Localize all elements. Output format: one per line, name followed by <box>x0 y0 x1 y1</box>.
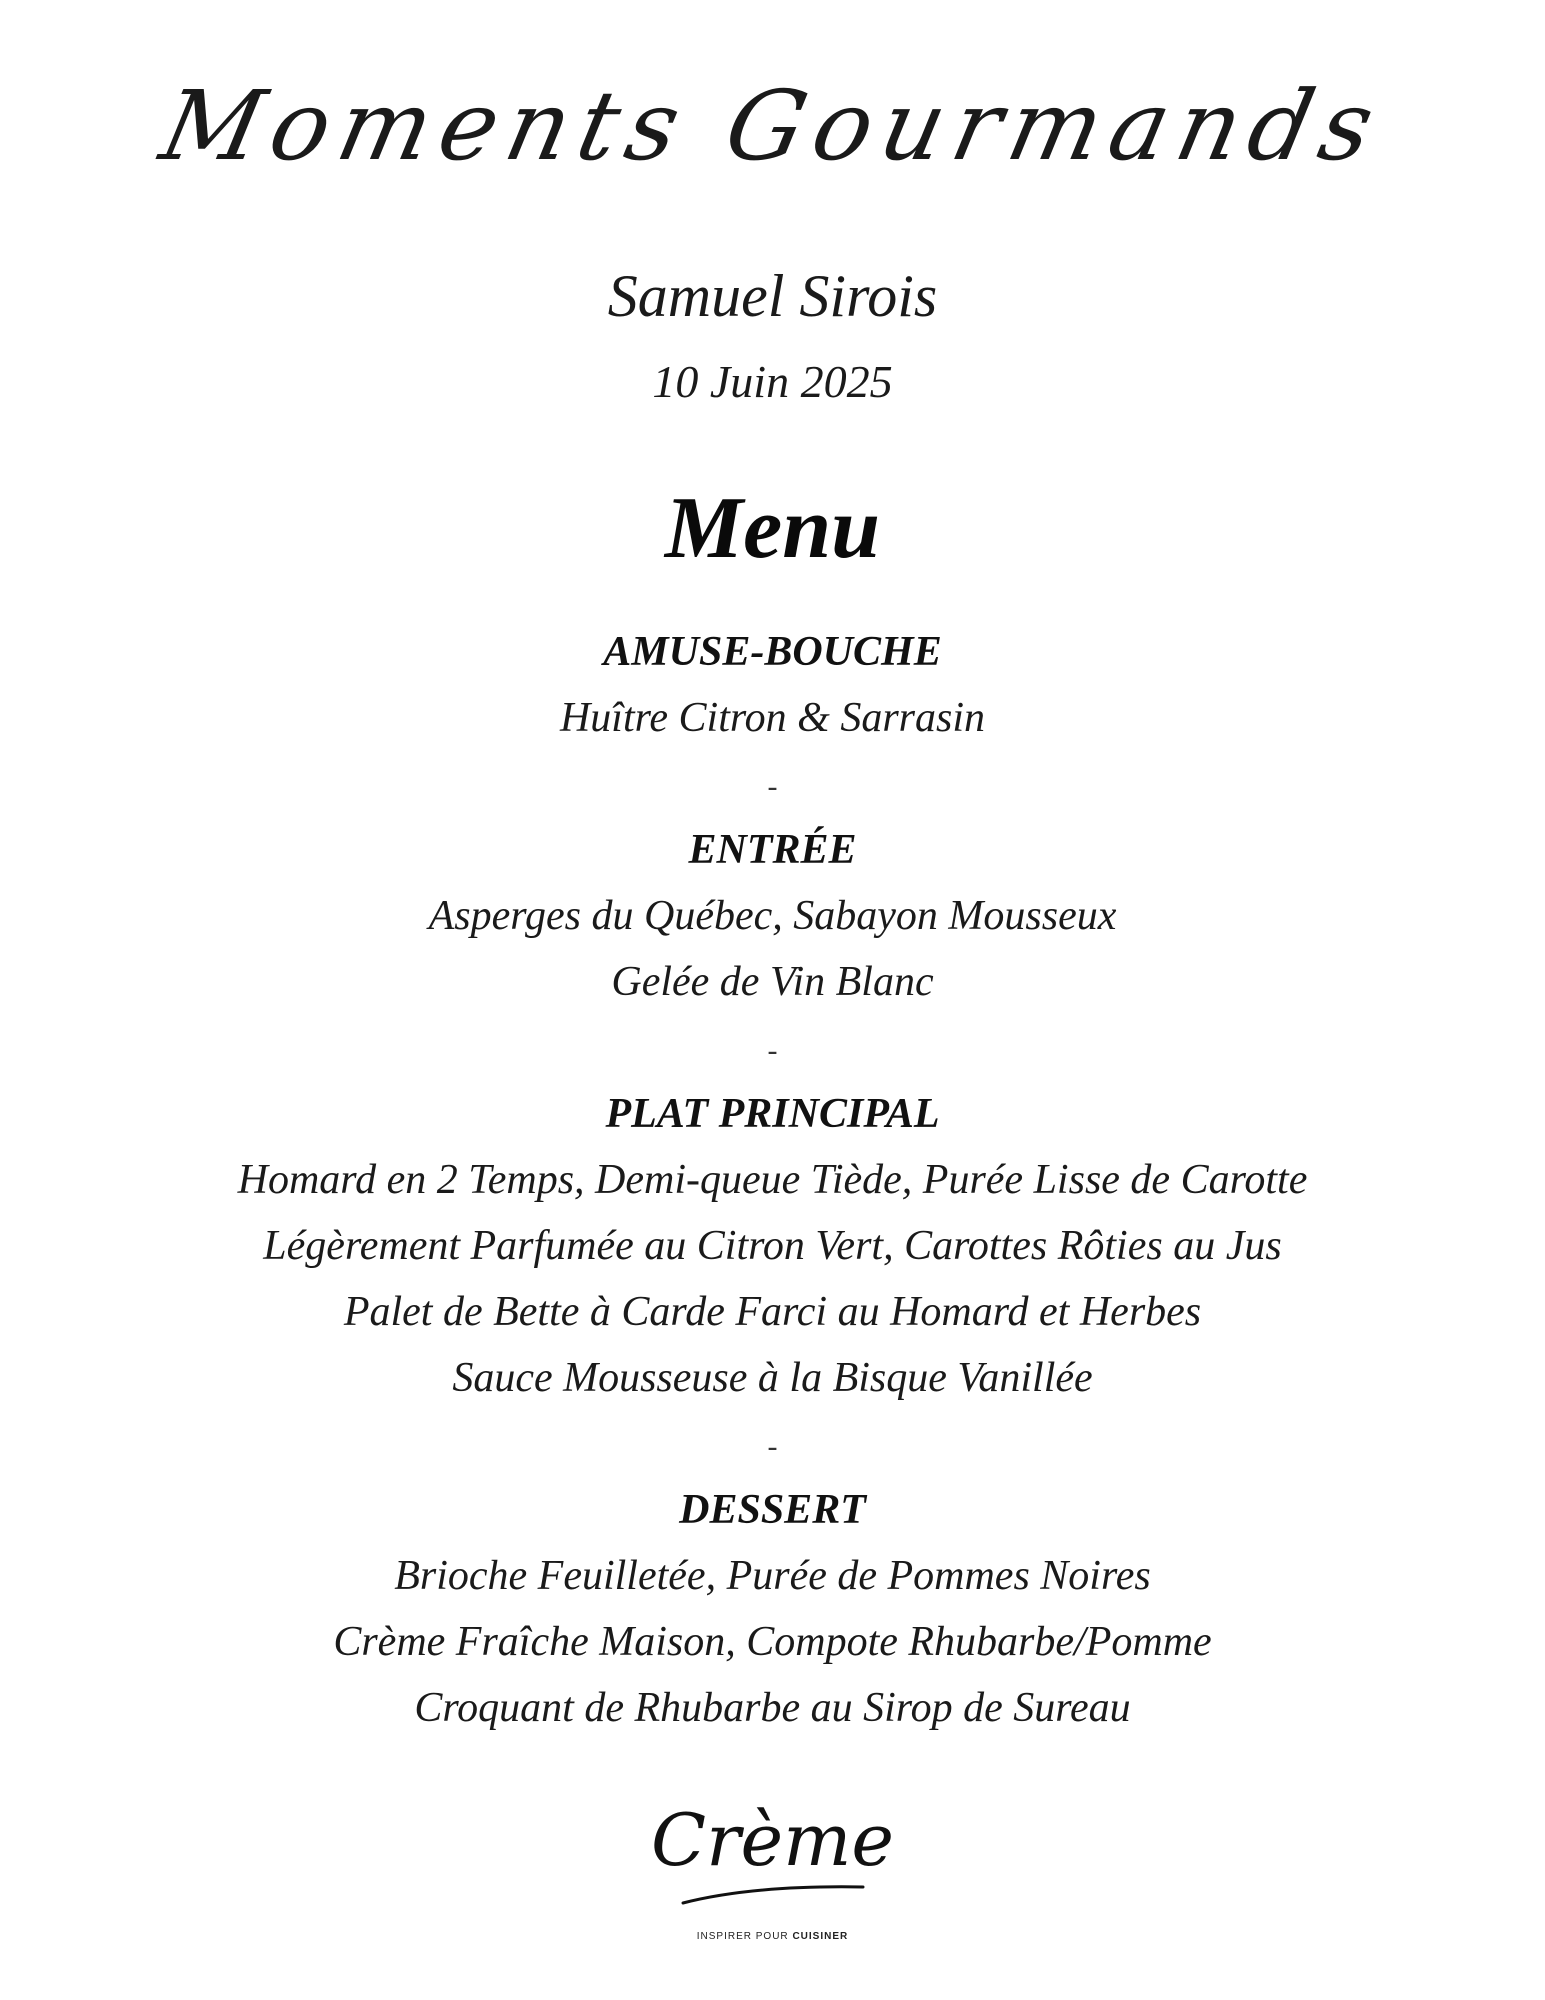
dish-line: Homard en 2 Temps, Demi-queue Tiède, Purée Lisse de Carotte <box>237 1157 1308 1203</box>
section-separator: - <box>767 770 778 803</box>
chef-name: Samuel Sirois <box>607 263 938 329</box>
logo-tagline-light: INSPIRER POUR <box>696 1931 789 1942</box>
section-title-plat-principal: PLAT PRINCIPAL <box>605 1091 940 1137</box>
dish-line: Asperges du Québec, Sabayon Mousseux <box>428 893 1117 939</box>
section-separator: - <box>767 1430 778 1463</box>
dish-line: Brioche Feuilletée, Purée de Pommes Noires <box>394 1553 1151 1599</box>
dish-line: Palet de Bette à Carde Farci au Homard et Herbes <box>343 1289 1202 1335</box>
dish-line: Huître Citron & Sarrasin <box>559 695 986 741</box>
creme-logo <box>0 1795 1545 1942</box>
logo-tagline-bold: CUISINER <box>792 1931 849 1942</box>
section-title-entree: ENTRÉE <box>688 827 857 873</box>
logo-wordmark: Crème <box>651 1798 894 1882</box>
section-separator: - <box>767 1034 778 1067</box>
dish-line: Croquant de Rhubarbe au Sirop de Sureau <box>414 1685 1131 1731</box>
dish-line: Sauce Mousseuse à la Bisque Vanillée <box>452 1355 1093 1401</box>
logo-tagline <box>0 1931 1545 1942</box>
dish-line: Légèrement Parfumée au Citron Vert, Carottes Rôties au Jus <box>263 1223 1282 1269</box>
dish-line: Crème Fraîche Maison, Compote Rhubarbe/Pomme <box>333 1619 1212 1665</box>
section-title-dessert: DESSERT <box>679 1487 866 1533</box>
brand-script-title: Moments Gourmands <box>152 70 1393 182</box>
section-title-amuse-bouche: AMUSE-BOUCHE <box>603 629 942 675</box>
dish-line: Gelée de Vin Blanc <box>611 959 934 1005</box>
event-date: 10 Juin 2025 <box>652 356 893 407</box>
menu-heading: Menu <box>664 480 881 577</box>
